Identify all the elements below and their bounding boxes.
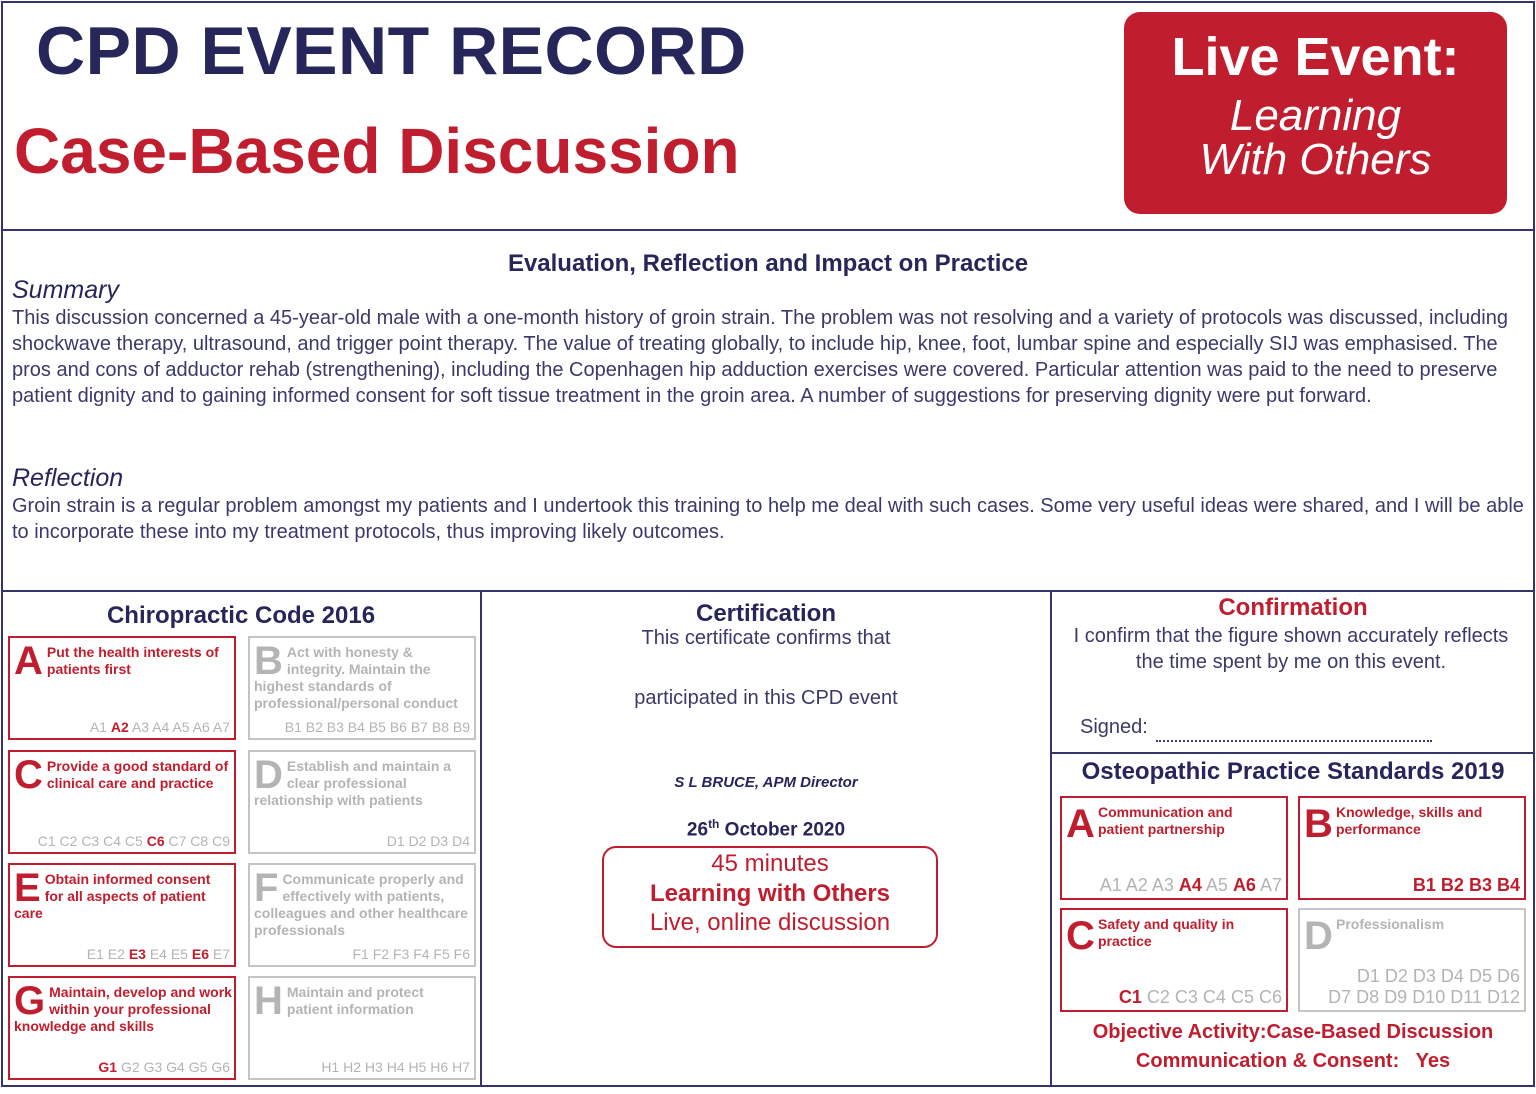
cpd-type: Learning with Others: [649, 880, 891, 907]
code-c6: C6: [146, 833, 165, 849]
code-g4: G4: [166, 1059, 185, 1075]
code-c4: C4: [1202, 987, 1226, 1007]
badge-line2: Learning: [1229, 91, 1402, 140]
cpd-format: Live, online discussion: [649, 909, 891, 936]
summary-text: This discussion concerned a 45-year-old male with a one-month history of groin strain. The problem was not resolving and a variety of protocols was discussed, including shockwave therapy, ultrasound, and trigger point therapy. The value of treating globally, to include hip, knee, foot, lumbar spine and especially SIJ was emphasised. The pros and cons of adductor rehab (strengthening), including the Copenhagen hip adduction exercises were covered. Particular attention was paid to the need to preserve patient dignity and to gaining informed consent for soft tissue treatment in the groin area. A number of suggestions for preserving dignity were put forward.: [12, 307, 1508, 407]
chiro-letter-g: G: [14, 979, 46, 1023]
osteo-section-c: [1060, 908, 1288, 1012]
code-a2: A2: [1125, 875, 1148, 895]
code-b3: B3: [326, 719, 344, 735]
code-d1: D1: [1356, 966, 1380, 986]
code-c4: C4: [103, 833, 122, 849]
code-b2: B2: [1440, 875, 1464, 895]
osteo-letter-b: B: [1304, 802, 1333, 846]
osteo-section-a: [1060, 796, 1288, 900]
code-b5: B5: [368, 719, 386, 735]
code-list: [90, 718, 230, 736]
code-g3: G3: [143, 1059, 163, 1075]
osteo-letter-c: C: [1066, 914, 1095, 958]
divider-col2: [1050, 590, 1052, 1086]
code-d10: D10: [1412, 987, 1446, 1007]
code-h2: H2: [343, 1059, 362, 1075]
chiro-letter-a: A: [14, 639, 43, 683]
divider-confirm: [1050, 752, 1535, 754]
code-a4: A4: [152, 719, 170, 735]
code-c3: C3: [1174, 987, 1198, 1007]
osteo-desc-d: Professionalism: [1336, 916, 1445, 932]
code-d3: D3: [430, 833, 449, 849]
consent-value: Yes: [1415, 1050, 1451, 1072]
osteo-section-b: [1298, 796, 1526, 900]
code-b3: B3: [1468, 875, 1492, 895]
code-c5: C5: [1230, 987, 1254, 1007]
code-d12: D12: [1486, 987, 1520, 1007]
communication-consent: [1052, 1050, 1534, 1073]
certification-line1: This certificate confirms that: [641, 627, 891, 649]
code-list: [1119, 986, 1282, 1008]
code-c1: C1: [1118, 987, 1142, 1007]
code-c5: C5: [124, 833, 143, 849]
code-b4: B4: [347, 719, 365, 735]
certification-line2: participated in this CPD event: [634, 687, 898, 709]
code-h4: H4: [386, 1059, 405, 1075]
signature-line[interactable]: [1156, 740, 1432, 742]
badge-line1: Live Event:: [1171, 27, 1460, 87]
page-title: CPD EVENT RECORD: [36, 13, 747, 89]
date-rest: October 2020: [719, 819, 846, 841]
chiro-section-b: [248, 636, 476, 740]
code-a3: A3: [1151, 875, 1174, 895]
code-d2: D2: [1384, 966, 1408, 986]
code-f1: F1: [352, 946, 369, 962]
chiro-desc-d: D Establish and maintain a clear professional relationship with patients: [254, 753, 452, 808]
code-list: [352, 945, 470, 963]
code-row-2: [1328, 987, 1520, 1008]
code-g2: G2: [121, 1059, 140, 1075]
chiro-desc-c: C Provide a good standard of clinical care and practice: [14, 753, 229, 797]
chiro-section-c: [8, 750, 236, 854]
code-e2: E2: [107, 946, 125, 962]
code-h7: H7: [452, 1059, 470, 1075]
minutes-label: minutes: [738, 850, 829, 877]
code-d4: D4: [452, 833, 470, 849]
osteo-letter-d: D: [1304, 914, 1333, 958]
code-d7: D7: [1328, 987, 1352, 1007]
code-g5: G5: [188, 1059, 208, 1075]
chiro-letter-f: F: [254, 866, 279, 910]
osteo-letter-a: A: [1066, 802, 1095, 846]
chiro-desc-a: A Put the health interests of patients first: [14, 639, 219, 683]
code-list: [38, 832, 230, 850]
certification-title: Certification: [695, 600, 836, 627]
code-g1: G1: [98, 1059, 118, 1075]
code-b2: B2: [305, 719, 323, 735]
chiro-section-g: [8, 976, 236, 1080]
code-c7: C7: [168, 833, 187, 849]
chiro-letter-h: H: [254, 979, 283, 1023]
chiro-letter-d: D: [254, 753, 283, 797]
code-b6: B6: [389, 719, 407, 735]
osteo-desc-b: Knowledge, skills and performance: [1336, 804, 1483, 837]
code-list: [387, 832, 470, 850]
code-c9: C9: [212, 833, 230, 849]
code-d4: D4: [1440, 966, 1464, 986]
minutes-value: 45: [711, 850, 738, 877]
code-b1: B1: [284, 719, 302, 735]
code-a5: A5: [172, 719, 190, 735]
code-row-1: [1328, 966, 1520, 987]
code-list: [1328, 966, 1520, 1008]
objective-activity: [1052, 1021, 1534, 1044]
code-a1: A1: [1099, 875, 1122, 895]
chiro-section-e: [8, 863, 236, 967]
chiro-desc-f: F Communicate properly and effectively with patients, colleagues and other healthcare professionals: [254, 866, 468, 938]
consent-label: Communication & Consent:: [1135, 1050, 1400, 1072]
osteo-desc-c: Safety and quality in practice: [1098, 916, 1235, 949]
code-e7: E7: [212, 946, 230, 962]
code-h6: H6: [430, 1059, 449, 1075]
code-c2: C2: [59, 833, 78, 849]
chiro-title: Chiropractic Code 2016: [106, 602, 376, 629]
code-b7: B7: [410, 719, 428, 735]
code-h3: H3: [364, 1059, 383, 1075]
code-b4: B4: [1496, 875, 1520, 895]
code-d9: D9: [1384, 987, 1408, 1007]
code-a7: A7: [212, 719, 230, 735]
chiro-section-h: [248, 976, 476, 1080]
chiro-section-f: [248, 863, 476, 967]
divider-bottom: [1, 590, 1535, 592]
code-list: [321, 1058, 470, 1076]
chiro-letter-e: E: [14, 866, 41, 910]
code-d6: D6: [1496, 966, 1520, 986]
code-list: [98, 1058, 230, 1076]
chiro-letter-c: C: [14, 753, 43, 797]
code-list: [1100, 874, 1282, 896]
code-a4: A4: [1178, 875, 1202, 895]
reflection-heading: Reflection: [12, 464, 124, 492]
confirmation-text: I confirm that the figure shown accurately reflects the time spent by me on this event.: [1073, 625, 1509, 673]
code-e1: E1: [86, 946, 104, 962]
objective-label: Objective Activity:: [1092, 1021, 1267, 1043]
code-d1: D1: [386, 833, 405, 849]
code-b1: B1: [1412, 875, 1436, 895]
code-a2: A2: [110, 719, 129, 735]
code-d11: D11: [1450, 987, 1482, 1007]
code-a7: A7: [1259, 875, 1282, 895]
signed-label: Signed:: [1080, 716, 1148, 738]
code-e5: E5: [170, 946, 188, 962]
code-b9: B9: [452, 719, 470, 735]
code-f5: F5: [433, 946, 450, 962]
osteo-desc-a: Communication and patient partnership: [1098, 804, 1233, 837]
code-h1: H1: [321, 1059, 340, 1075]
chiro-desc-e: E Obtain informed consent for all aspects of patient care: [14, 866, 211, 921]
code-e4: E4: [149, 946, 167, 962]
code-e6: E6: [191, 946, 209, 962]
code-c8: C8: [190, 833, 209, 849]
badge-line3: With Others: [1199, 135, 1432, 184]
objective-value: Case-Based Discussion: [1266, 1021, 1494, 1043]
code-f6: F6: [453, 946, 470, 962]
chiro-section-a: [8, 636, 236, 740]
certification-date: [482, 817, 1050, 841]
reflection-text: Groin strain is a regular problem amongst my patients and I undertook this training to help me deal with such cases. Some very useful ideas were shared, and I will be able to incorporate these into my treatment protocols, thus improving likely outcomes.: [12, 495, 1524, 543]
code-b8: B8: [431, 719, 449, 735]
code-a6: A6: [1232, 875, 1256, 895]
chiro-desc-h: H Maintain and protect patient information: [254, 979, 424, 1023]
live-event-badge: [1124, 12, 1507, 214]
osteo-title: Osteopathic Practice Standards 2019: [1081, 758, 1505, 785]
code-list: [1413, 874, 1520, 896]
code-f2: F2: [372, 946, 390, 962]
divider-header: [1, 229, 1535, 231]
date-day: 26: [686, 819, 709, 841]
chiro-letter-b: B: [254, 639, 283, 683]
date-suffix: th: [708, 817, 720, 831]
confirmation-title: Confirmation: [1218, 594, 1368, 621]
code-f3: F3: [392, 946, 410, 962]
chiro-desc-b: B Act with honesty & integrity. Maintain the highest standards of professional/personal conduct: [254, 639, 458, 711]
summary-heading: Summary: [12, 276, 119, 304]
code-f4: F4: [413, 946, 430, 962]
code-a5: A5: [1205, 875, 1228, 895]
code-d8: D8: [1356, 987, 1380, 1007]
code-e3: E3: [128, 946, 146, 962]
code-a6: A6: [192, 719, 210, 735]
code-d2: D2: [408, 833, 427, 849]
evaluation-heading: Evaluation, Reflection and Impact on Practice: [507, 250, 1029, 277]
code-h5: H5: [408, 1059, 427, 1075]
code-list: [285, 718, 470, 736]
code-d3: D3: [1412, 966, 1436, 986]
code-a1: A1: [89, 719, 107, 735]
osteo-section-d: [1298, 908, 1526, 1012]
code-c2: C2: [1146, 987, 1170, 1007]
signatory: S L BRUCE, APM Director: [674, 774, 858, 791]
code-c1: C1: [37, 833, 56, 849]
code-g6: G6: [211, 1059, 230, 1075]
page-subtitle: Case-Based Discussion: [14, 115, 740, 187]
chiro-desc-g: G Maintain, develop and work within your professional knowledge and skills: [14, 979, 232, 1034]
code-c6: C6: [1258, 987, 1282, 1007]
code-c3: C3: [81, 833, 100, 849]
code-list: [87, 945, 230, 963]
cpd-minutes: [604, 850, 936, 878]
chiro-section-d: [248, 750, 476, 854]
cpd-time-box: [602, 846, 938, 948]
code-d5: D5: [1468, 966, 1492, 986]
code-a3: A3: [131, 719, 149, 735]
